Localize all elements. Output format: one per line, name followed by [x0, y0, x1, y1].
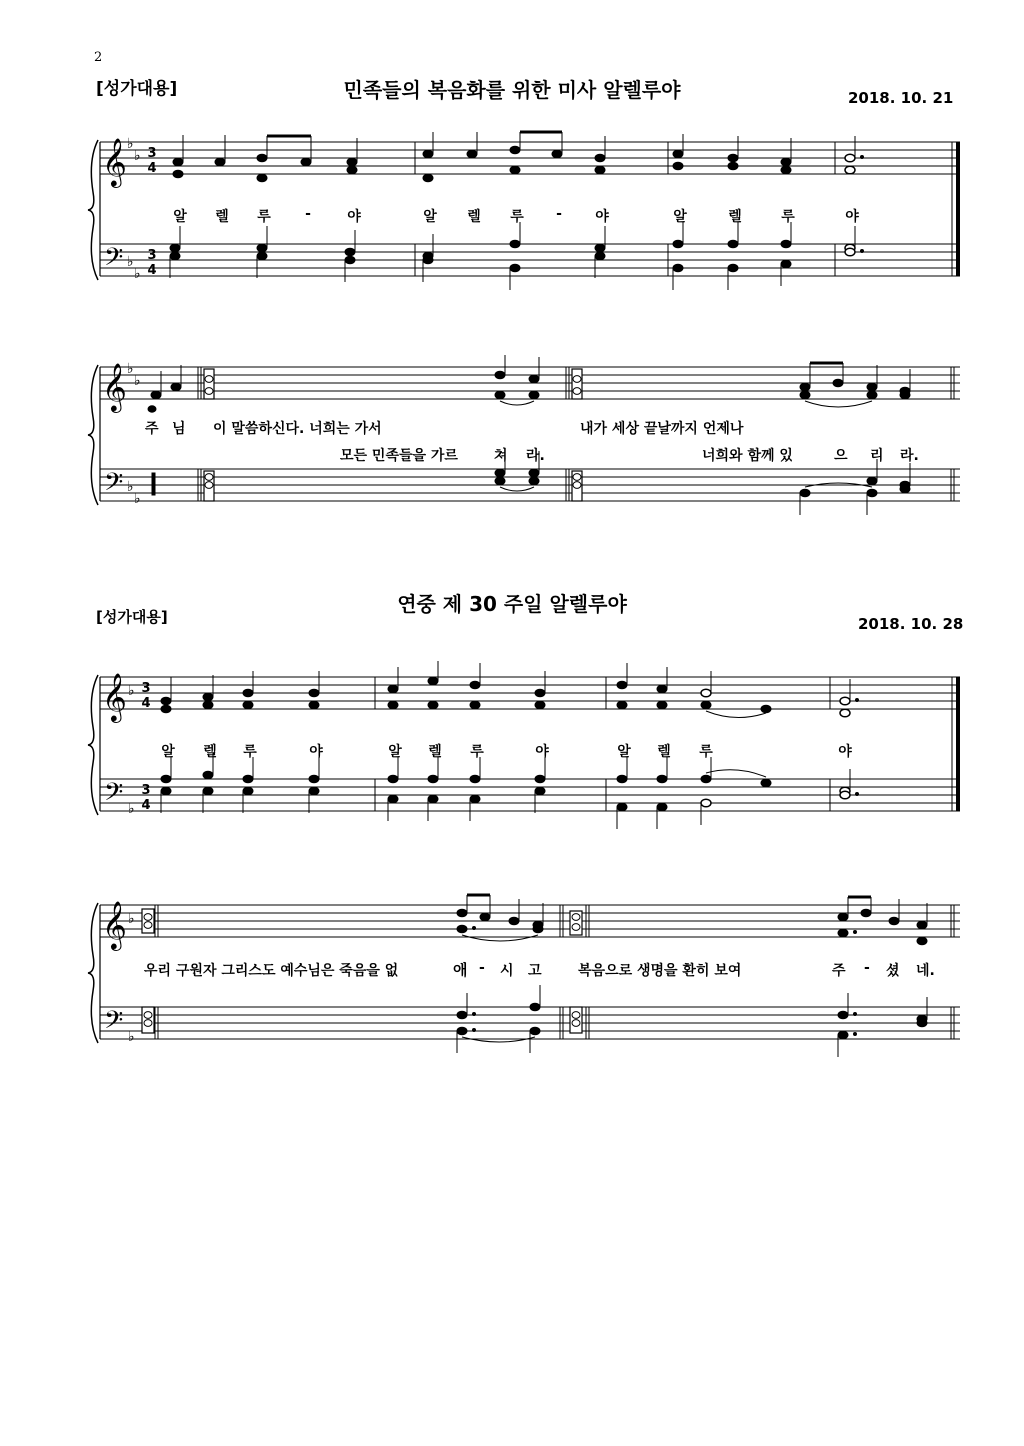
svg-text:♭: ♭: [134, 266, 141, 282]
time-signature-numerator: 3: [147, 248, 157, 263]
svg-text:♭: ♭: [127, 361, 134, 377]
barline: [375, 677, 830, 811]
svg-text:♭: ♭: [127, 254, 134, 270]
treble-clef-icon: 𝄞: [102, 137, 127, 186]
lyric-syllable: 야: [845, 209, 859, 225]
lyric-phrase: 쳐: [494, 448, 508, 464]
choir-tag: [성가대용]: [96, 608, 168, 626]
piece-date: 2018. 10. 28: [858, 615, 964, 633]
lyric-phrase: 모든 민족들을 가르: [340, 448, 458, 464]
grand-staff: [0, 355, 1024, 525]
brace: [88, 903, 98, 1043]
piece-date: 2018. 10. 21: [848, 89, 954, 107]
lyric-phrase: 라.: [526, 448, 545, 464]
lyric-syllable: 알: [161, 744, 175, 760]
lyric-syllable: 알: [173, 209, 187, 225]
lyric-phrase: 리: [870, 448, 884, 464]
final-barline: [952, 677, 960, 811]
lyric-phrase: 님: [172, 421, 186, 437]
lyric-phrase: 복음으로 생명을 환히 보여: [578, 963, 742, 979]
time-signature-denominator: 4: [141, 696, 151, 711]
svg-text:♭: ♭: [134, 373, 141, 389]
svg-text:♭: ♭: [128, 911, 135, 927]
lyric-phrase: 네.: [916, 963, 935, 979]
staff-lines: [100, 677, 960, 811]
lyric-syllable: 렐: [203, 744, 217, 760]
lyric-phrase: 이 말씀하신다. 너희는 가서: [213, 421, 382, 437]
lyric-phrase: 으: [834, 448, 848, 464]
svg-text:♭: ♭: [128, 801, 135, 817]
bass-clef-icon: 𝄢: [104, 468, 124, 503]
lyric-syllable: 알: [617, 744, 631, 760]
lyric-syllable: 루: [257, 209, 271, 225]
lyric-syllable: 렐: [657, 744, 671, 760]
time-signature-denominator: 4: [147, 161, 157, 176]
svg-text:♭: ♭: [127, 136, 134, 152]
lyric-phrase: 라.: [900, 448, 919, 464]
lyric-syllable: 야: [347, 209, 361, 225]
flat-icon: [128, 683, 135, 817]
brace: [88, 140, 98, 280]
time-signature-numerator: 3: [141, 783, 151, 798]
piece-title: 민족들의 복음화를 위한 미사 알렐루야: [343, 78, 681, 102]
svg-text:♭: ♭: [128, 1029, 135, 1045]
page-number: 2: [94, 50, 103, 65]
lyric-syllable: 야: [595, 209, 609, 225]
svg-text:♭: ♭: [134, 491, 141, 507]
grand-staff: [0, 665, 1024, 835]
flat-icon: [128, 911, 135, 1045]
lyric-syllable: 루: [243, 744, 257, 760]
time-signature-numerator: 3: [147, 146, 157, 161]
lyric-phrase: 너희와 함께 있: [702, 448, 793, 464]
svg-text:♭: ♭: [128, 683, 135, 699]
lyric-syllable: 알: [423, 209, 437, 225]
lyric-phrase: 애: [453, 961, 468, 979]
choir-tag: [성가대용]: [96, 79, 178, 99]
lyric-phrase: 셨: [886, 963, 900, 979]
lyric-syllable: 야: [838, 744, 852, 760]
lyric-syllable: 알: [673, 209, 687, 225]
notes: [161, 661, 859, 829]
lyric-syllable: 루: [510, 209, 524, 225]
bass-clef-icon: 𝄢: [104, 243, 124, 278]
lyric-syllable: 알: [388, 744, 402, 760]
lyric-syllable: -: [556, 206, 562, 222]
brace: [88, 675, 98, 815]
lyric-syllable: 루: [699, 744, 713, 760]
time-signature-numerator: 3: [141, 681, 151, 696]
brace: [88, 365, 98, 505]
time-signature-denominator: 4: [147, 263, 157, 278]
lyric-phrase: 시: [500, 963, 514, 979]
lyric-phrase: 내가 세상 끝날까지 언제나: [580, 421, 744, 437]
lyric-syllable: 야: [309, 744, 323, 760]
treble-clef-icon: 𝄞: [102, 900, 127, 949]
lyric-syllable: 루: [781, 209, 795, 225]
lyric-syllable: 렐: [467, 209, 481, 225]
treble-clef-icon: 𝄞: [102, 362, 127, 411]
lyric-phrase: 우리 구원자 그리스도 예수님은 죽음을 없: [144, 963, 399, 979]
lyric-syllable: 렐: [728, 209, 742, 225]
lyric-syllable: 렐: [215, 209, 229, 225]
piece-title: 연중 제 30 주일 알렐루야: [397, 592, 627, 616]
lyric-phrase: 고: [528, 963, 542, 979]
bass-clef-icon: 𝄢: [104, 778, 124, 813]
svg-text:♭: ♭: [134, 148, 141, 164]
bass-clef-icon: 𝄢: [104, 1006, 124, 1041]
lyric-phrase: -: [479, 960, 485, 976]
lyric-syllable: 야: [535, 744, 549, 760]
lyric-syllable: 루: [470, 744, 484, 760]
lyric-phrase: 주: [832, 963, 846, 979]
lyric-phrase: 주: [145, 421, 159, 437]
time-signature-denominator: 4: [141, 798, 151, 813]
lyric-syllable: -: [305, 206, 311, 222]
treble-clef-icon: 𝄞: [102, 672, 127, 721]
svg-text:♭: ♭: [127, 479, 134, 495]
lyric-syllable: 렐: [428, 744, 442, 760]
lyric-phrase: -: [864, 960, 870, 976]
final-barline: [952, 142, 960, 276]
